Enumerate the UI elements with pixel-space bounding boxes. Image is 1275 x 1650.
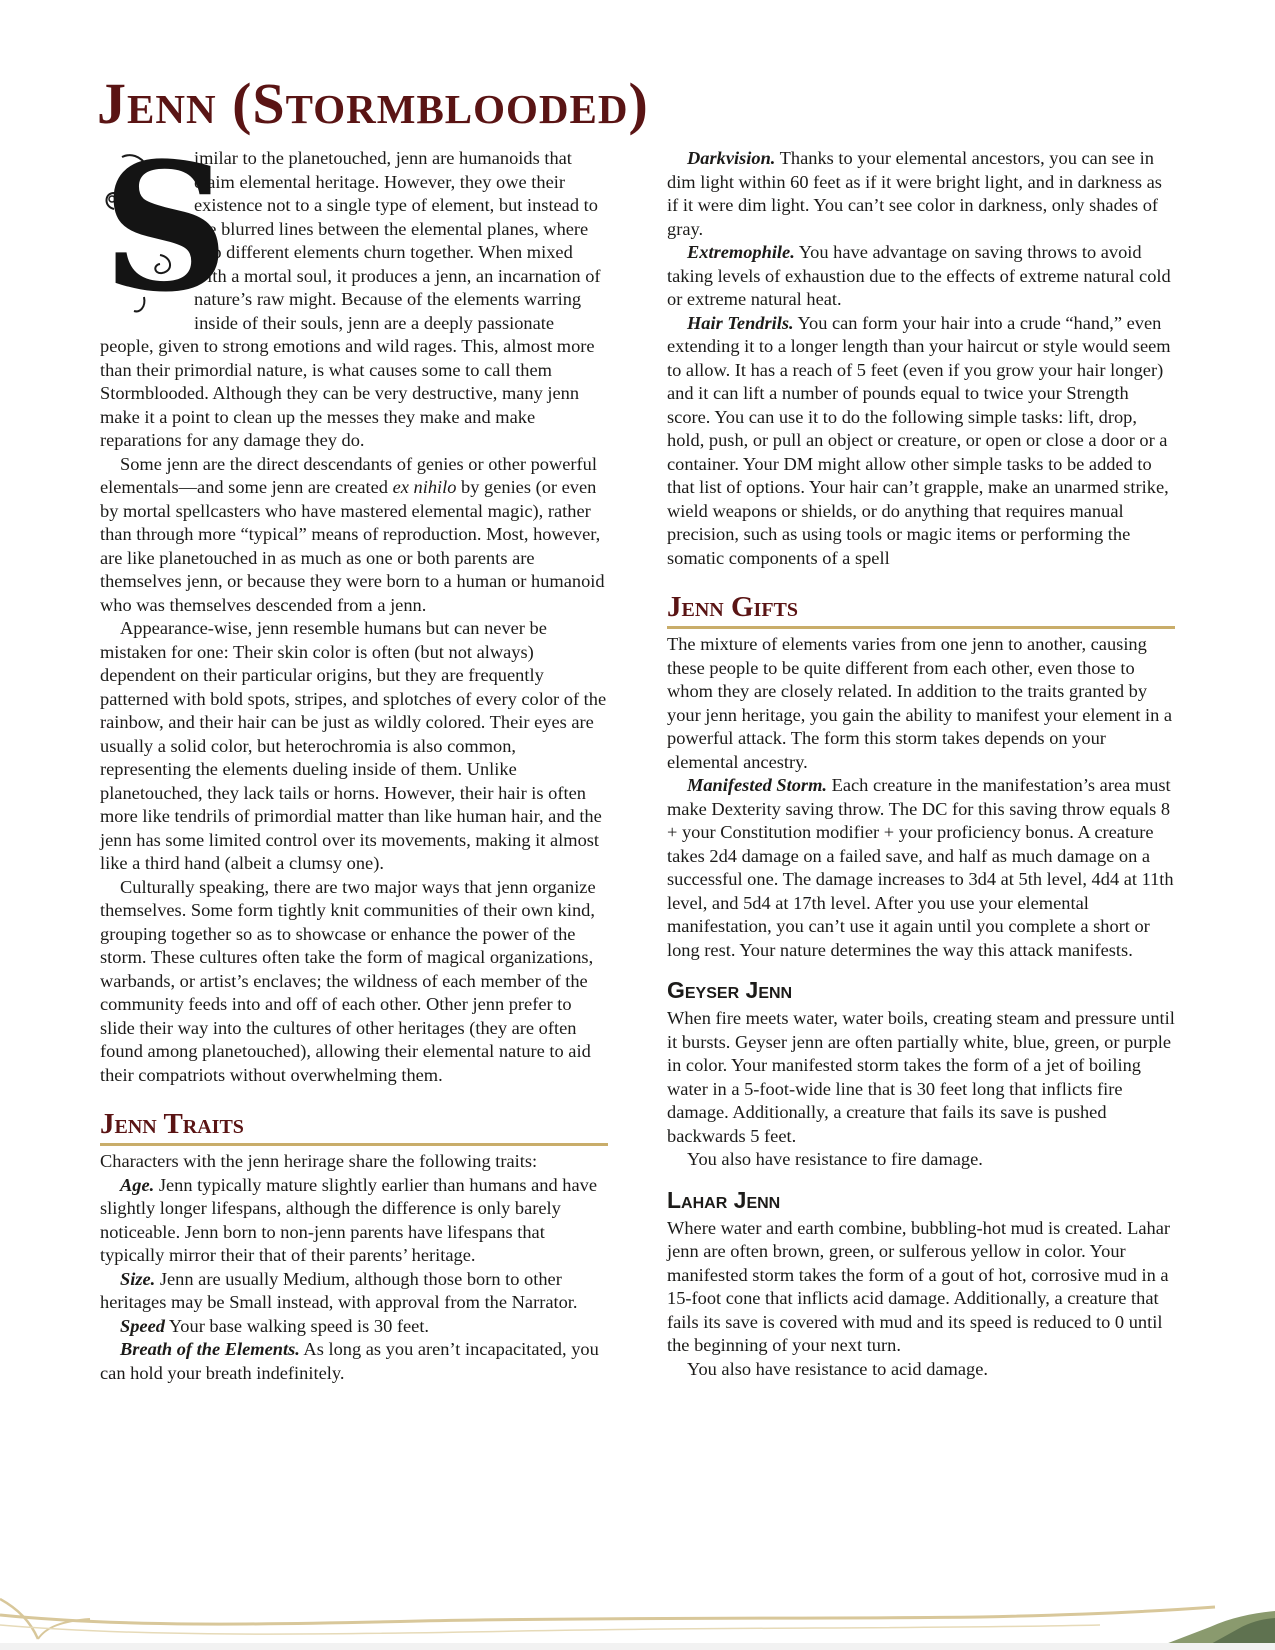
geyser-text: When fire meets water, water boils, creating steam and pressure until it bursts. Geyser jenn are often partially white, blue, green, or purple in color. Your manifested storm takes the form of a jet of boiling water in a 5-foot-wide line that is 30 feet long that inflicts fire damage. Additionally, a creature that fails its save is pushed backwards 5 feet. [667,1008,1175,1146]
trait-size-label: Size. [120,1268,156,1289]
gifts-intro: The mixture of elements varies from one jenn to another, causing these people to be quite different from each other, even those to whom they are closely related. In addition to the traits granted by your jenn heritage, you gain the ability to manifest your element in a powerful attack. The form this storm takes depends on your elemental ancestry. [667,634,1173,772]
trait-size [100,1268,608,1315]
gift-manifested-storm [667,774,1175,962]
trait-extremophile-label: Extremophile. [687,242,795,262]
intro-paragraph-1-text: imilar to the planetouched, jenn are humanoids that claim elemental heritage. However, they owe their existence not to a single type of element, but instead to the blurred lines between the elemental planes, where two different elements churn together. When mixed with a mortal soul, it produces a jenn, an incarnation of nature’s raw might. Because of the elements warring inside of their souls, jenn are a deeply passionate people, given to strong emotions and wild rages. This, almost more than their primordial nature, is what causes some to call them Stormblooded. Although they can be very destructive, many jenn make it a point to clean up the messes they make and make reparations for any damage they do. [100,148,601,450]
traits-heading: Jenn Traits [100,1107,608,1146]
trait-breath-text: As long as you aren’t incapacitated, you can hold your breath indefinitely. [100,1339,599,1383]
gift-storm-text: Each creature in the manifestation’s area must make Dexterity saving throw. The DC for this saving throw equals 8 + your Constitution modifier + your proficiency bonus. A creature takes 2d4 damage on a failed save, and half as much damage on a successful one. The damage increases to 3d4 at 5th level, 4d4 at 11th level, and 5d4 at 17th level. After you use your elemental manifestation, you can’t use it again until you complete a short or long rest. Your nature determines the way this attack manifests. [667,775,1174,960]
trait-speed [100,1315,608,1339]
trait-hair-text: You can form your hair into a crude “hand,” even extending it to a longer length than your haircut or style would seem to allow. It has a reach of 5 feet (even if you grow your hair longer) and it can lift a number of pounds equal to twice your Strength score. You can use it to do the following simple tasks: lift, drop, hold, push, or pull an object or creature, or open or close a door or a container. Your DM might allow other simple tasks to be added to that list of options. Your hair can’t grapple, make an unarmed strike, wield weapons or shields, or do anything that requires manual precision, such as using tools or magic items or performing the somatic components of a spell [667,312,1171,568]
trait-speed-label: Speed [120,1315,165,1336]
lahar-text: Where water and earth combine, bubbling-hot mud is created. Lahar jenn are often brown, green, or sulferous yellow in color. Your manifested storm takes the form of a gout of hot, corrosive mud in a 15-foot cone that inflicts acid damage. Additionally, a creature that fails its save is covered with mud and its speed is reduced to 0 until the beginning of your next turn. [667,1217,1170,1355]
footer-ornament-icon [0,1555,1275,1650]
gift-storm-label: Manifested Storm. [687,775,827,795]
intro-paragraph-2-a: Some jenn are the direct descendants of genies or other powerful elementals—and some jenn are created [100,453,597,497]
trait-hair-label: Hair Tendrils. [687,312,794,333]
intro-paragraph-3: Appearance-wise, jenn resemble humans but can never be mistaken for one: Their skin color is often (but not always) dependent on their particular origins, but they are frequently patterned with bold spots, stripes, and splotches of every color of the rainbow, and their hair can be just as wildly colored. Their eyes are usually a solid color, but heterochromia is also common, representing the elements dueling inside of them. Unlike planetouched, they lack tails or horns. However, their hair is often more like tendrils of primordial matter than like human hair, and the jenn has some limited control over its movements, making it almost like a third hand (albeit a clumsy one). [100,618,607,873]
traits-intro: Characters with the jenn herirage share the following traits: [100,1151,538,1171]
page-title: Jenn (Stormblooded) [97,71,649,136]
trait-hair-tendrils [667,312,1175,571]
trait-speed-text: Your base walking speed is 30 feet. [164,1315,430,1336]
lahar-resistance: You also have resistance to acid damage. [687,1358,988,1379]
gifts-heading: Jenn Gifts [667,590,1175,629]
geyser-resistance: You also have resistance to fire damage. [687,1149,983,1169]
trait-extremophile [667,241,1175,312]
dropcap-letter: S [102,124,230,331]
trait-breath-label: Breath of the Elements. [120,1339,300,1359]
trait-age [100,1174,608,1268]
left-column [100,124,608,1385]
trait-darkvision-text: Thanks to your elemental ancestors, you can see in dim light within 60 feet as if it were bright light, and in darkness as if it were dim light. You can’t see color in darkness, only shades of gray. [667,148,1162,239]
intro-paragraph-1 [100,124,608,453]
trait-age-text: Jenn typically mature slightly earlier than humans and have slightly longer lifespans, although the difference is only barely noticeable. Jenn born to non-jenn parents have lifespans that typically mirror their that of their parents’ heritage. [100,1174,598,1265]
trait-size-text: Jenn are usually Medium, although those born to other heritages may be Small instead, with approval from the Narrator. [100,1268,578,1312]
trait-age-label: Age. [120,1174,155,1195]
intro-paragraph-2 [100,453,608,618]
trait-extremophile-text: You have advantage on saving throws to avoid taking levels of exhaustion due to the effects of extreme natural cold or extreme natural heat. [667,242,1171,309]
geyser-heading: Geyser Jenn [667,977,793,1003]
trait-darkvision [667,147,1175,241]
trait-darkvision-label: Darkvision. [687,148,776,168]
lahar-heading: Lahar Jenn [667,1186,781,1213]
trait-breath [100,1338,608,1385]
dropcap [100,124,230,331]
intro-paragraph-4: Culturally speaking, there are two major ways that jenn organize themselves. Some form tightly knit communities of their own kind, grouping together so as to showcase or enhance the power of the storm. These cultures often take the form of magical organizations, warbands, or artist’s enclaves; the wildness of each member of the community feeds into and off of each other. Other jenn prefer to slide their way into the cultures of other heritages (they are often found among planetouched), allowing their elemental nature to aid their compatriots without overwhelming them. [100,876,596,1085]
intro-paragraph-2-italic: ex nihilo [392,477,457,497]
right-column [667,147,1175,1381]
intro-paragraph-2-b: by genies (or even by mortal spellcasters who have mastered elemental magic), rather than through more “typical” means of reproduction. Most, however, are like planetouched in as much as one or both parents are themselves jenn, or because they were born to a human or humanoid who was themselves descended from a jenn. [100,477,605,615]
